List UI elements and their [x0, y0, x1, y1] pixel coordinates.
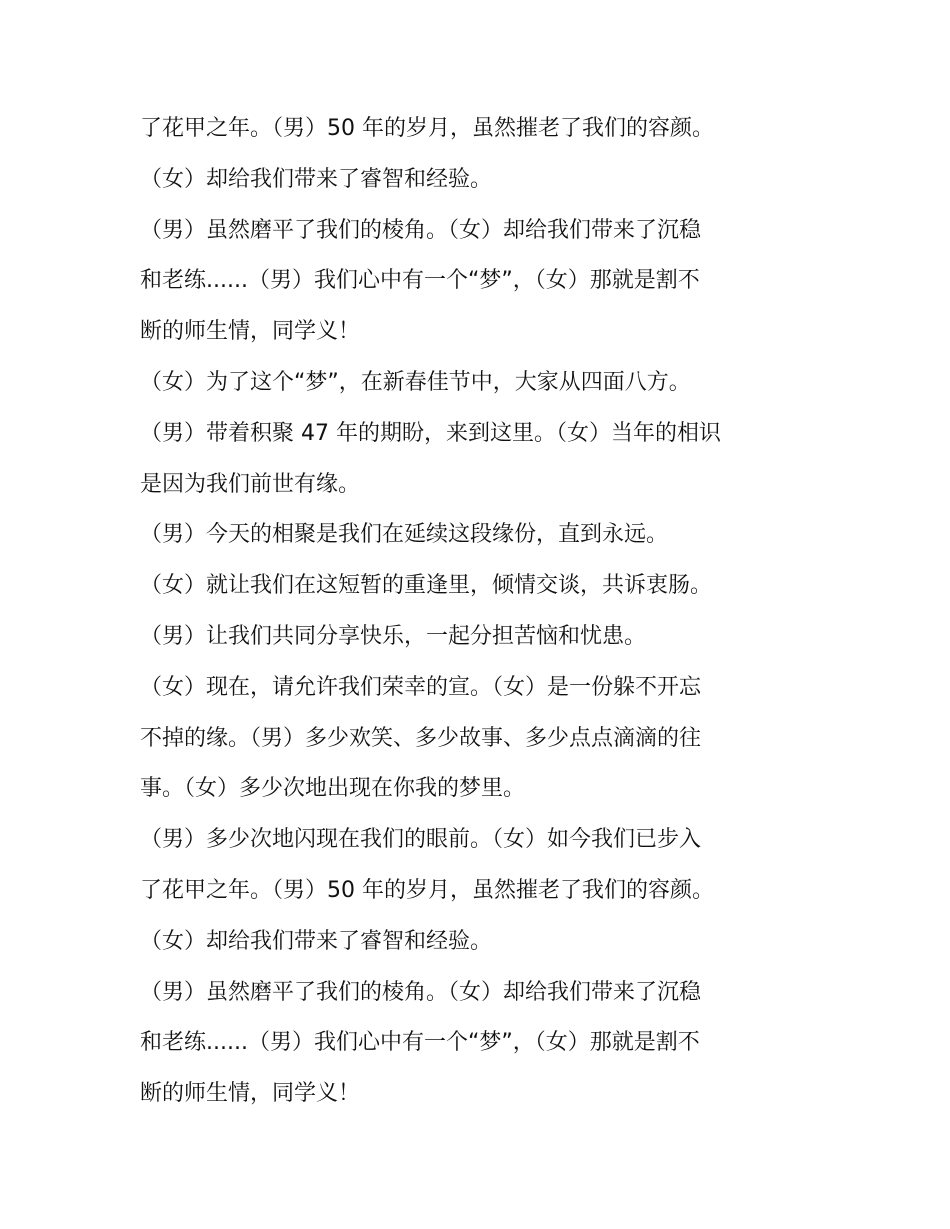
text-line: （女）为了这个“梦”，在新春佳节中，大家从四面八方。	[140, 369, 691, 395]
text-line: （男）虽然磨平了我们的棱角。（女）却给我们带来了沉稳	[140, 217, 702, 243]
text-line: （女）就让我们在这短暂的重逢里，倾情交谈，共诉衷肠。	[140, 573, 713, 599]
text-line: 不掉的缘。（男）多少欢笑、多少故事、多少点点滴滴的往	[140, 725, 702, 751]
text-line: （女）现在，请允许我们荣幸的宣。（女）是一份躲不开忘	[140, 674, 702, 700]
text-line: （男）今天的相聚是我们在延续这段缘份，直到永远。	[140, 522, 669, 548]
text-line: 了花甲之年。（男）50 年的岁月，虽然摧老了我们的容颜。	[140, 877, 714, 903]
text-line: 断的师生情，同学义！	[140, 319, 361, 345]
document-body	[140, 104, 820, 1120]
text-line: （女）却给我们带来了睿智和经验。	[140, 166, 493, 192]
text-line: 断的师生情，同学义！	[140, 1081, 361, 1107]
text-line: 事。（女）多少次地出现在你我的梦里。	[140, 776, 526, 802]
text-line: （女）却给我们带来了睿智和经验。	[140, 928, 493, 954]
text-line: （男）虽然磨平了我们的棱角。（女）却给我们带来了沉稳	[140, 979, 702, 1005]
text-line: 和老练......（男）我们心中有一个“梦”，（女）那就是割不	[140, 1030, 700, 1056]
text-line: 和老练......（男）我们心中有一个“梦”，（女）那就是割不	[140, 268, 700, 294]
text-line: 了花甲之年。（男）50 年的岁月，虽然摧老了我们的容颜。	[140, 116, 714, 141]
text-line: （男）让我们共同分享快乐，一起分担苦恼和忧患。	[140, 623, 647, 649]
text-line: （男）带着积聚 47 年的期盼，来到这里。（女）当年的相识	[140, 420, 721, 446]
text-line: 是因为我们前世有缘。	[140, 471, 361, 497]
text-line: （男）多少次地闪现在我们的眼前。（女）如今我们已步入	[140, 827, 702, 853]
